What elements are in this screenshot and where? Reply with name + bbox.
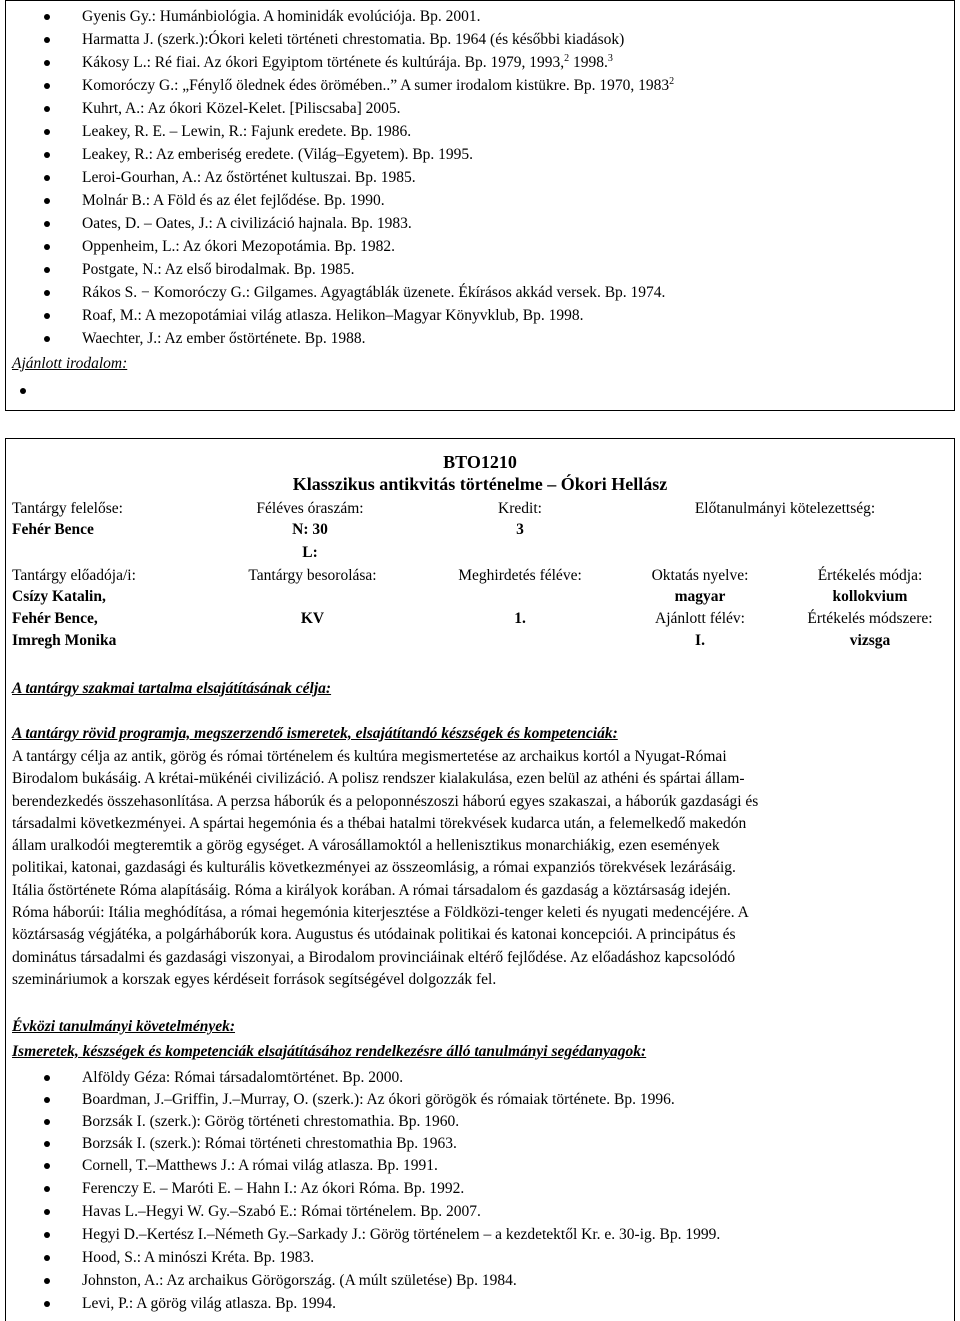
evaluation-mode-value: kollokvium [832,588,908,605]
program-line: szemináriumok a korszak egyes kérdéseit források segítségével dolgozzák fel. [12,970,497,988]
program-line: politikai, katonai, gazdasági és kulturális következményei az összeomlásig, a római expanziós törekvések lezárásáig. [12,859,736,877]
list-item: Gyenis Gy.: Humánbiológia. A hominidák evolúciója. Bp. 2001. [82,8,481,25]
hours-l: L: [302,544,318,561]
recommended-semester-label: Ajánlott félév: [655,610,745,627]
list-item: Oates, D. – Oates, J.: A civilizáció hajnala. Bp. 1983. [82,215,412,232]
program-line: Itália őstörténete Róma alapításáig. Róma a királyok korában. A római társadalom és gazdaság a köztársaság idején. [12,881,731,899]
program-line: Birodalom bukásáig. A krétai-mükénéi civilizáció. A polisz rendszer kialakulása, ezen belül az athéni és spártai állam- [12,770,745,788]
evaluation-method-value: vizsga [849,632,891,649]
list-item: Havas L.–Hegyi W. Gy.–Szabó E.: Római történelem. Bp. 2007. [82,1203,481,1220]
responsible-name: Fehér Bence [12,521,94,538]
list-item: Hegyi D.–Kertész I.–Németh Gy.–Sarkady J.: Görög történelem – a kezdetektől Kr. e. 30-ig. Bp. 1999. [82,1226,721,1243]
materials-heading: Ismeretek, készségek és kompetenciák elsajátításához rendelkezésre álló tanulmányi segédanyagok: [12,1043,647,1060]
list-item: Kákosy L.: Ré fiai. Az ókori Egyiptom története és kultúrája. Bp. 1979, 1993,$^2$ 1998.$^3$ [82,52,613,71]
program-line: berendezkedés összehasonlítása. A perzsa háborúk és a peloponnészoszi háború egyes szakaszai, a háborúk gazdasági és [12,792,759,810]
program-line: A tantárgy célja az antik, görög és római történelem és kultúra megismertetése az archaikus kortól a Nyugat-Római [12,748,727,765]
list-item: Oppenheim, L.: Az ókori Mezopotámia. Bp. 1982. [82,238,395,255]
list-item: Borzsák I. (szerk.): Római történeti chrestomathia Bp. 1963. [82,1135,457,1152]
language-label: Oktatás nyelve: [651,567,749,584]
list-item: Cornell, T.–Matthews J.: A római világ atlasza. Bp. 1991. [82,1157,438,1174]
lecturer-name: Csízy Katalin, [12,588,106,605]
classification-label: Tantárgy besorolása: [248,567,377,584]
list-item: Leakey, R.: Az emberiség eredete. (Világ–Egyetem). Bp. 1995. [82,146,474,163]
recommended-semester-value: I. [695,632,705,649]
program-line: dominátus társadalmi és gazdasági viszonyai, a Birodalom provinciáinak eltérő fejlődése. Az előadáshoz kapcsolódó [12,948,736,966]
list-item: Kuhrt, A.: Az ókori Közel-Kelet. [Piliscsaba] 2005. [82,100,401,117]
hours-n: N: 30 [292,521,328,538]
list-item: Postgate, N.: Az első birodalmak. Bp. 1985. [82,261,355,278]
list-item: Harmatta J. (szerk.):Ókori keleti történeti chrestomatia. Bp. 1964 (és későbbi kiadások) [82,31,625,48]
semester-value: 1. [514,610,526,627]
list-item: Hood, S.: A minószi Kréta. Bp. 1983. [82,1249,315,1266]
requirements-heading: Évközi tanulmányi követelmények: [12,1018,236,1035]
language-value: magyar [674,588,726,605]
evaluation-method-label: Értékelés módszere: [807,610,933,627]
list-item: Ferenczy E. – Maróti E. – Hahn I.: Az ókori Róma. Bp. 1992. [82,1180,465,1197]
responsible-label: Tantárgy felelőse: [12,500,123,517]
list-item: Waechter, J.: Az ember őstörténete. Bp. 1988. [82,330,366,347]
list-item: Rákos S. − Komoróczy G.: Gilgames. Agyagtáblák üzenete. Ékírásos akkád versek. Bp. 1974. [82,284,666,301]
classification-value: KV [300,610,325,627]
list-item: Leakey, R. E. – Lewin, R.: Fajunk eredete. Bp. 1986. [82,123,412,140]
recommended-literature-heading: Ajánlott irodalom: [12,355,128,372]
list-item: Alföldy Géza: Római társadalomtörténet. Bp. 2000. [82,1069,404,1086]
semester-label: Meghirdetés féléve: [458,567,582,584]
lecturer-name: Fehér Bence, [12,610,98,627]
prereq-label: Előtanulmányi kötelezettség: [694,500,876,517]
program-line: társadalmi következményei. A spártai hegemónia és a thébai hatalmi törekvések kudarca után, a felemelkedő makedón [12,814,747,832]
goal-heading: A tantárgy szakmai tartalma elsajátításának célja: [12,680,332,697]
course-title: Klasszikus antikvitás történelme – Ókori Hellász [292,474,668,494]
list-item: Roaf, M.: A mezopotámiai világ atlasza. Helikon–Magyar Könyvklub, Bp. 1998. [82,307,584,324]
list-item: Komoróczy G.: „Fénylő ölednek édes örömében..” A sumer irodalom kistükre. Bp. 1970, 1983$^2$ [82,75,675,94]
course-code: BTO1210 [443,452,517,472]
list-item: Levi, P.: A görög világ atlasza. Bp. 1994. [82,1295,337,1312]
lecturers-label: Tantárgy előadója/i: [12,567,136,584]
program-line: Róma háborúi: Itália meghódítása, a római hegemónia kiterjesztése a Földközi-tenger keleti és nyugati medencéjére. A [12,904,749,922]
program-heading: A tantárgy rövid programja, megszerzendő ismeretek, elsajátítandó készségek és kompetenciák: [12,725,618,742]
list-item: Molnár B.: A Föld és az élet fejlődése. Bp. 1990. [82,192,385,209]
list-item: Boardman, J.–Griffin, J.–Murray, O. (szerk.): Az ókori görögök és rómaiak története. Bp. 1996. [82,1091,675,1108]
evaluation-mode-label: Értékelés módja: [817,567,923,584]
list-item: Borzsák I. (szerk.): Görög történeti chrestomathia. Bp. 1960. [82,1113,460,1130]
list-item: Johnston, A.: Az archaikus Görögország. (A múlt születése) Bp. 1984. [82,1272,517,1289]
list-item: Leroi-Gourhan, A.: Az őstörténet kultuszai. Bp. 1985. [82,169,416,186]
credit-value: 3 [516,521,524,538]
program-line: köztársaság végjátéka, a polgárháborúk kora. Augustus és utódainak politikai és katonai koncepciói. A principátus és [12,926,736,944]
credit-label: Kredit: [498,500,542,517]
program-line: állam uralkodói megteremtik a görög egységet. A városállamoktól a hellenisztikus monarchiákig, ezen események [12,837,720,855]
hours-label: Féléves óraszám: [256,500,364,517]
program-text [12,746,946,991]
lecturer-name: Imregh Monika [12,632,117,649]
